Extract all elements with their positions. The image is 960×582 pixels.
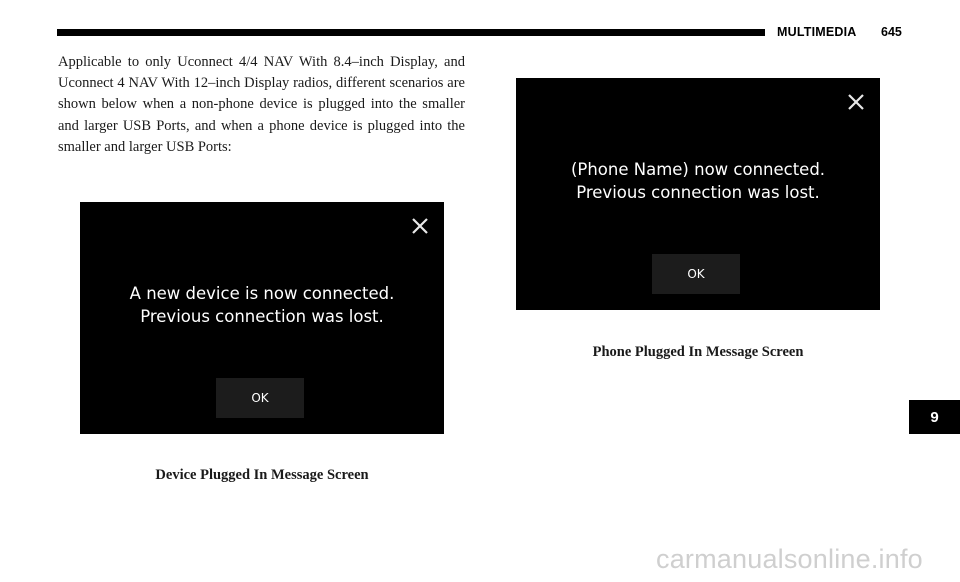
body-paragraph: Applicable to only Uconnect 4/4 NAV With 8.4–inch Display, and Uconnect 4 NAV With 12–inch Display radios, different scenarios are shown below when a non-phone device is plugged into the smaller and larger USB Ports, and when a phone device is plugged into the smaller and larger USB Ports: — [58, 54, 465, 155]
page-number: 645 — [881, 25, 902, 39]
phone-message-screen — [516, 78, 880, 310]
header-rule — [57, 29, 765, 36]
phone-figure-caption: Phone Plugged In Message Screen — [592, 344, 804, 360]
device-message-screen — [80, 202, 444, 434]
section-title: MULTIMEDIA — [777, 25, 857, 39]
close-icon[interactable] — [846, 92, 866, 112]
ok-button[interactable]: OK — [652, 254, 740, 294]
ok-button[interactable]: OK — [216, 378, 304, 418]
device-figure-caption: Device Plugged In Message Screen — [155, 467, 369, 483]
chapter-tab: 9 — [909, 400, 960, 434]
close-icon[interactable] — [410, 216, 430, 236]
device-connected-message: A new device is now connected. Previous connection was lost. — [129, 284, 395, 326]
phone-connected-message: (Phone Name) now connected. Previous connection was lost. — [570, 160, 826, 202]
watermark: carmanualsonline.info — [656, 544, 923, 574]
